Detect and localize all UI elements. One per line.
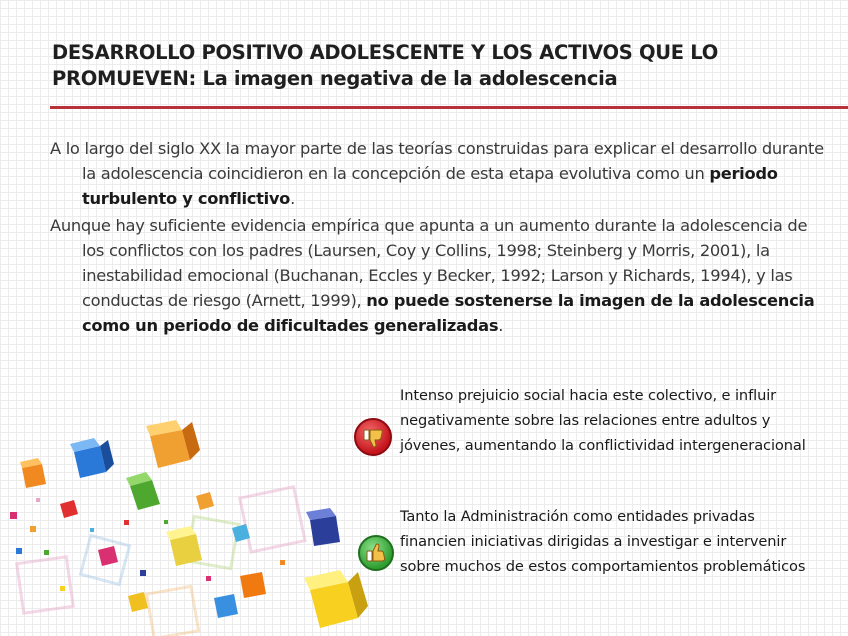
slide-title: DESARROLLO POSITIVO ADOLESCENTE Y LOS ACTIVOS QUE LO PROMUEVEN: La imagen negativa de la adolescencia — [52, 41, 719, 90]
colorful-cubes-decoration — [0, 400, 380, 636]
callout-negative: Intenso prejuicio social hacia este colectivo, e influir negativamente sobre las relaciones entre adultos y jóvenes, aumentando la conflictividad intergeneracional — [400, 387, 806, 454]
paragraph-2-text: Aunque hay suficiente evidencia empírica que apunta a un aumento durante la adolescencia de los conflictos con los padres (Laursen, Coy y Collins, 1998; Steinberg y Morris, 2001), la inestabilidad emocional (Buchanan, Eccles y Becker, 1992; Larson y Richards, 1994), y las conductas de riesgo (Arnett, 1999), — [50, 216, 808, 310]
paragraph-1-text: A lo largo del siglo XX la mayor parte de las teorías construidas para explicar el desarrollo durante la adolescencia coincidieron en la concepción de esta etapa evolutiva como un — [50, 139, 824, 183]
paragraph-1-bold: periodo turbulento y conflictivo — [82, 164, 778, 208]
title-divider — [50, 106, 848, 109]
callout-positive: Tanto la Administración como entidades privadas financien iniciativas dirigidas a investigar e intervenir sobre muchos de estos comportamientos problemáticos — [400, 508, 806, 575]
paragraph-2-end: . — [498, 316, 504, 335]
paragraph-2-bold: no puede sostenerse la imagen de la adolescencia como un periodo de dificultades generalizadas — [82, 291, 815, 335]
paragraph-2 — [50, 213, 828, 338]
body-text — [50, 136, 828, 340]
paragraph-1-end: . — [290, 189, 295, 208]
paragraph-1 — [50, 136, 828, 211]
